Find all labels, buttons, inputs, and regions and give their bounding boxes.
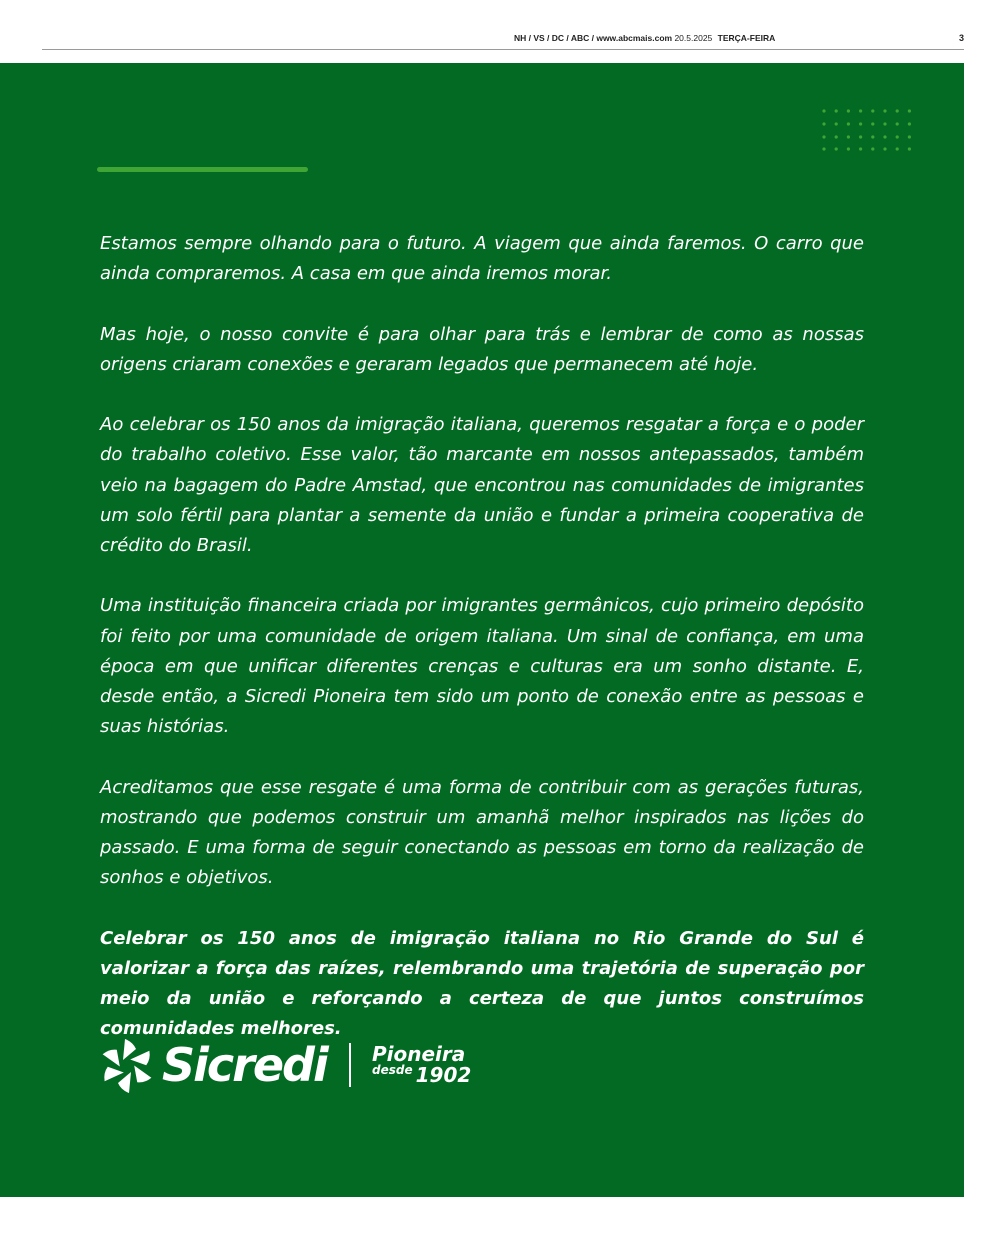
logo-divider [349,1043,351,1087]
header-sites: NH / VS / DC / ABC / www.abcmais.com [514,33,673,43]
paragraph-2: Mas hoje, o nosso convite é para olhar para trás e lembrar de como as nossas origens criaram conexões e geraram legados que permanecem até hoje. [100,323,864,375]
header-info [514,33,775,43]
page-header [42,30,964,50]
accent-bar [97,167,308,172]
paragraph-4: Uma instituição financeira criada por imigrantes germânicos, cujo primeiro depósito foi feito por uma comunidade de origem italiana. Um sinal de confiança, em uma época em que unificar diferentes crenças e culturas era um sonho distante. E, desde então, a Sicredi Pioneira tem sido um ponto de conexão entre as pessoas e suas histórias. [100,595,864,738]
paragraph-3: Ao celebrar os 150 anos da imigração italiana, queremos resgatar a força e o poder do trabalho coletivo. Esse valor, tão marcante em nossos antepassados, também veio na bagagem do Padre Amstad, que encontrou nas comunidades de imigrantes um solo fértil para plantar a semente da união e fundar a primeira cooperativa de crédito do Brasil. [100,414,864,556]
sicredi-symbol-icon [100,1037,154,1095]
logo-wordmark: Sicredi [162,1038,327,1092]
dot-grid-decoration [820,107,916,151]
header-date: 20.5.2025 [674,33,713,43]
logo-since-year: 1902 [415,1063,472,1087]
header-weekday: TERÇA-FEIRA [717,33,776,43]
ad-panel [0,63,964,1197]
page-number: 3 [958,33,964,43]
logo-since [372,1063,471,1087]
sicredi-logo [100,1037,480,1097]
logo-since-label: desde [372,1063,413,1077]
paragraph-1: Estamos sempre olhando para o futuro. A viagem que ainda faremos. O carro que ainda compraremos. A casa em que ainda iremos morar. [100,233,864,285]
closing-statement: Celebrar os 150 anos de imigração italiana no Rio Grande do Sul é valorizar a força das raízes, relembrando uma trajetória de superação por meio da união e reforçando a certeza de que juntos construímos comunidades melhores. [100,927,864,1040]
article-body [100,229,864,1075]
paragraph-5: Acreditamos que esse resgate é uma forma de contribuir com as gerações futuras, mostrando que podemos construir um amanhã melhor inspirados nas lições do passado. E uma forma de seguir conectando as pessoas em torno da realização de sonhos e objetivos. [100,776,864,889]
logo-subname: Pioneira [372,1042,466,1066]
